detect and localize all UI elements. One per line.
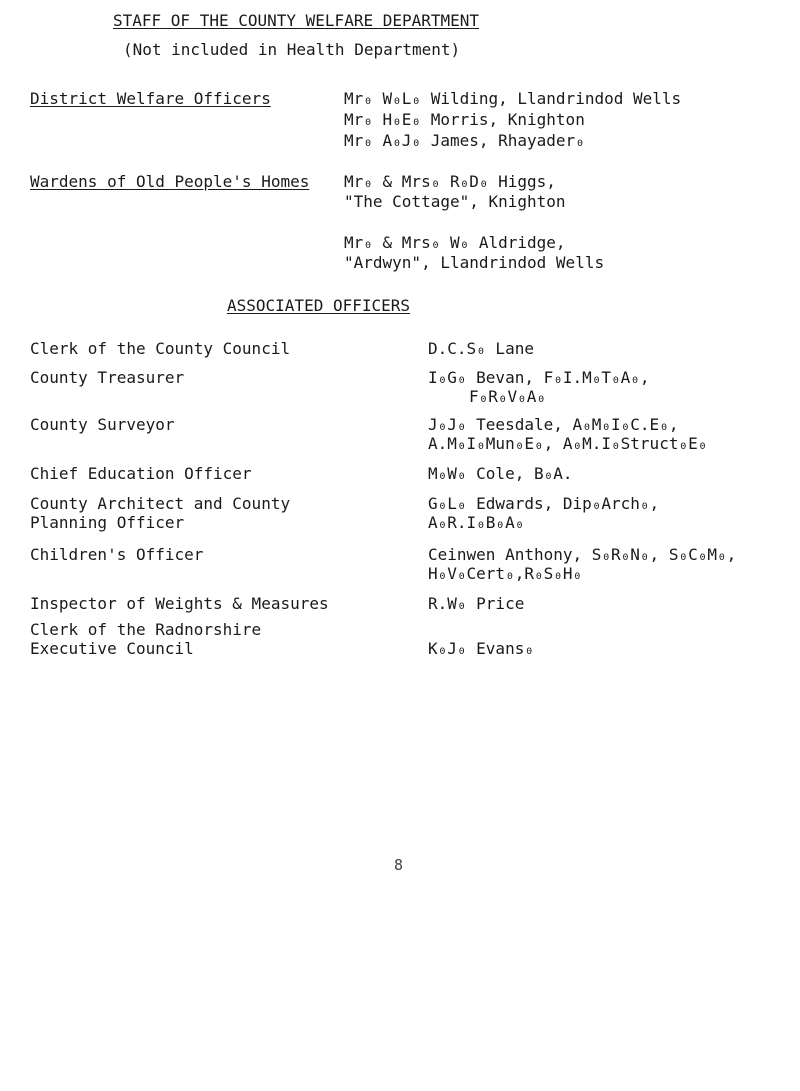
warden-line: "The Cottage", Knighton bbox=[344, 192, 566, 211]
officer-name: I₀G₀ Bevan, F₀I.M₀T₀A₀, bbox=[428, 368, 650, 387]
district-officer-line: Mr₀ H₀E₀ Morris, Knighton bbox=[344, 110, 585, 129]
warden-line: "Ardwyn", Llandrindod Wells bbox=[344, 253, 605, 272]
officer-name: Ceinwen Anthony, S₀R₀N₀, S₀C₀M₀, bbox=[428, 545, 737, 564]
page-subtitle: (Not included in Health Department) bbox=[123, 40, 461, 59]
warden-line: Mr₀ & Mrs₀ R₀D₀ Higgs, bbox=[344, 172, 556, 191]
officer-name: F₀R₀V₀A₀ bbox=[469, 387, 547, 406]
officer-role: Executive Council bbox=[30, 639, 194, 658]
district-welfare-officers-label: District Welfare Officers bbox=[30, 89, 271, 108]
officer-name: M₀W₀ Cole, B₀A. bbox=[428, 464, 573, 483]
district-officer-line: Mr₀ A₀J₀ James, Rhayader₀ bbox=[344, 131, 585, 150]
officer-name: H₀V₀Cert₀,R₀S₀H₀ bbox=[428, 564, 583, 583]
officer-role: Clerk of the County Council bbox=[30, 339, 291, 358]
officer-role: County Surveyor bbox=[30, 415, 175, 434]
officer-role: Planning Officer bbox=[30, 513, 185, 532]
officer-name: K₀J₀ Evans₀ bbox=[428, 639, 534, 658]
officer-name: A.M₀I₀Mun₀E₀, A₀M.I₀Struct₀E₀ bbox=[428, 434, 708, 453]
officer-role: Chief Education Officer bbox=[30, 464, 252, 483]
officer-name: D.C.S₀ Lane bbox=[428, 339, 534, 358]
officer-role: Children's Officer bbox=[30, 545, 204, 564]
officer-name: J₀J₀ Teesdale, A₀M₀I₀C.E₀, bbox=[428, 415, 679, 434]
officer-name: A₀R.I₀B₀A₀ bbox=[428, 513, 525, 532]
officer-role: County Treasurer bbox=[30, 368, 185, 387]
wardens-label: Wardens of Old People's Homes bbox=[30, 172, 310, 191]
associated-officers-heading: ASSOCIATED OFFICERS bbox=[227, 296, 411, 315]
page-number: 8 bbox=[394, 856, 404, 874]
officer-name: R.W₀ Price bbox=[428, 594, 525, 613]
officer-role: County Architect and County bbox=[30, 494, 291, 513]
officer-role: Clerk of the Radnorshire bbox=[30, 620, 262, 639]
page-title: STAFF OF THE COUNTY WELFARE DEPARTMENT bbox=[113, 11, 480, 30]
officer-role: Inspector of Weights & Measures bbox=[30, 594, 329, 613]
officer-name: G₀L₀ Edwards, Dip₀Arch₀, bbox=[428, 494, 660, 513]
district-officer-line: Mr₀ W₀L₀ Wilding, Llandrindod Wells bbox=[344, 89, 682, 108]
warden-line: Mr₀ & Mrs₀ W₀ Aldridge, bbox=[344, 233, 566, 252]
